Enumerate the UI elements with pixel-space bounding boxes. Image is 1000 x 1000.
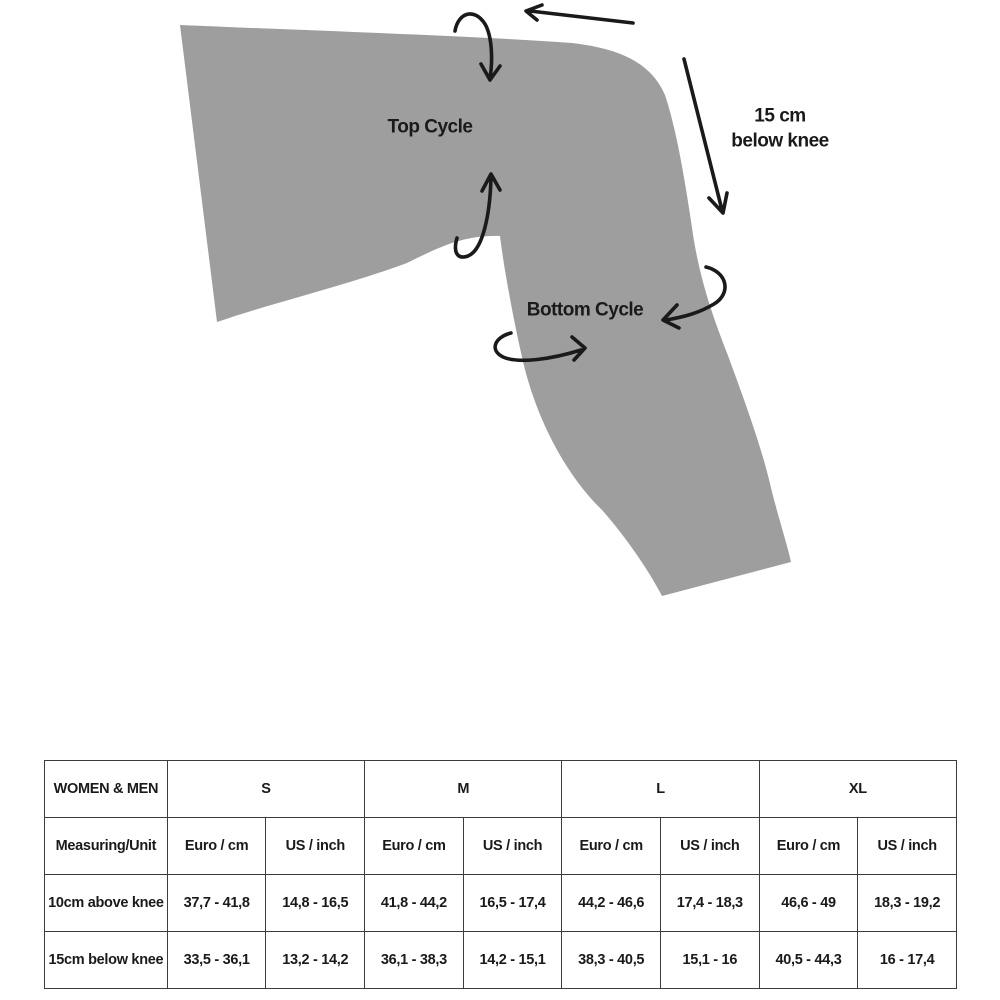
below-knee-measure-arrow [684,59,727,213]
unit-header-cell: Euro / cm [759,818,858,875]
size-header-xl: XL [759,761,956,818]
size-header-row [45,761,957,818]
measuring-unit-header-cell: Measuring/Unit [45,818,168,875]
measurement-cell: 17,4 - 18,3 [661,875,760,932]
unit-header-cell: US / inch [463,818,562,875]
unit-header-cell: US / inch [661,818,760,875]
corner-header-cell: WOMEN & MEN [45,761,168,818]
unit-header-row [45,818,957,875]
measurement-cell: 14,2 - 15,1 [463,932,562,989]
top-cycle-label: Top Cycle [387,116,473,138]
bottom-cycle-label: Bottom Cycle [526,299,644,321]
below-knee-label-line2: below knee [731,130,829,151]
measurement-cell: 37,7 - 41,8 [167,875,266,932]
measurement-cell: 33,5 - 36,1 [167,932,266,989]
table-row-below-knee [45,932,957,989]
unit-header-cell: Euro / cm [167,818,266,875]
top-horizontal-arrow [526,5,633,23]
size-header-l: L [562,761,759,818]
unit-header-cell: US / inch [266,818,365,875]
table-row-above-knee [45,875,957,932]
measurement-cell: 40,5 - 44,3 [759,932,858,989]
unit-header-cell: US / inch [858,818,957,875]
measurement-cell: 13,2 - 14,2 [266,932,365,989]
row-label-cell: 10cm above knee [45,875,168,932]
size-header-m: M [365,761,562,818]
measurement-cell: 44,2 - 46,6 [562,875,661,932]
below-knee-label [731,104,828,153]
measurement-cell: 18,3 - 19,2 [858,875,957,932]
measurement-cell: 46,6 - 49 [759,875,858,932]
measurement-cell: 15,1 - 16 [661,932,760,989]
measurement-cell: 16,5 - 17,4 [463,875,562,932]
size-header-s: S [167,761,364,818]
measurement-cell: 38,3 - 40,5 [562,932,661,989]
measurement-cell: 14,8 - 16,5 [266,875,365,932]
size-chart-table [44,760,957,989]
below-knee-label-line1: 15 cm [754,105,806,127]
measurement-cell: 16 - 17,4 [858,932,957,989]
measurement-cell: 36,1 - 38,3 [365,932,464,989]
unit-header-cell: Euro / cm [562,818,661,875]
unit-header-cell: Euro / cm [365,818,464,875]
row-label-cell: 15cm below knee [45,932,168,989]
measurement-cell: 41,8 - 44,2 [365,875,464,932]
